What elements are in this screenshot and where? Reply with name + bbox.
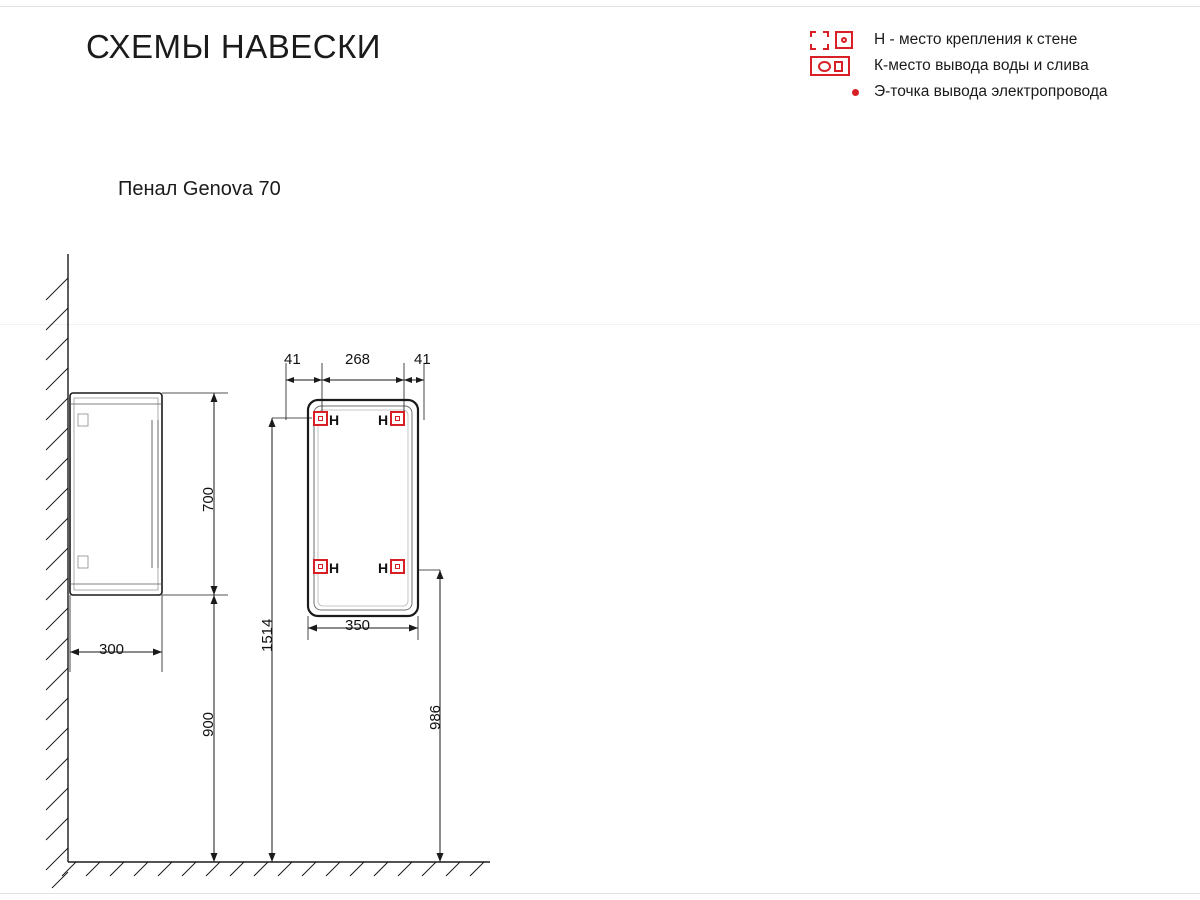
dim-text-700: 700 xyxy=(200,486,217,512)
dim-line-41-left xyxy=(286,377,322,383)
dim-text-986: 986 xyxy=(427,704,444,730)
legend-label-electric-outlet: Э-точка вывода электропровода xyxy=(874,83,1108,100)
legend-label-wall-mount: Н - место крепления к стене xyxy=(874,31,1078,48)
dim-line-268 xyxy=(322,377,404,383)
dim-text-41-left: 41 xyxy=(284,351,301,368)
mount-label-top-left: Н xyxy=(329,412,340,428)
dim-text-1514: 1514 xyxy=(259,618,276,652)
mount-marker-top-right xyxy=(390,411,405,426)
dim-text-900: 900 xyxy=(200,711,217,737)
wall-hatching xyxy=(46,278,68,888)
mount-marker-top-left xyxy=(313,411,328,426)
front-view-cabinet xyxy=(308,400,418,616)
floor-hatching xyxy=(62,862,484,876)
dim-line-41-right xyxy=(404,377,424,383)
product-name-label: Пенал Genova 70 xyxy=(118,178,281,200)
mount-label-bottom-left: Н xyxy=(329,560,340,576)
dim-text-350: 350 xyxy=(345,617,371,634)
legend-label-water-outlet: К-место вывода воды и слива xyxy=(874,57,1089,74)
side-view-cabinet xyxy=(70,393,162,595)
dim-text-300: 300 xyxy=(99,641,125,658)
mount-label-bottom-right: Н xyxy=(378,560,389,576)
page-title: СХЕМЫ НАВЕСКИ xyxy=(86,28,382,65)
mount-marker-bottom-right xyxy=(390,559,405,574)
dim-text-268: 268 xyxy=(345,351,371,368)
dim-text-41-right: 41 xyxy=(414,351,431,368)
mount-marker-bottom-left xyxy=(313,559,328,574)
mount-label-top-right: Н xyxy=(378,412,389,428)
